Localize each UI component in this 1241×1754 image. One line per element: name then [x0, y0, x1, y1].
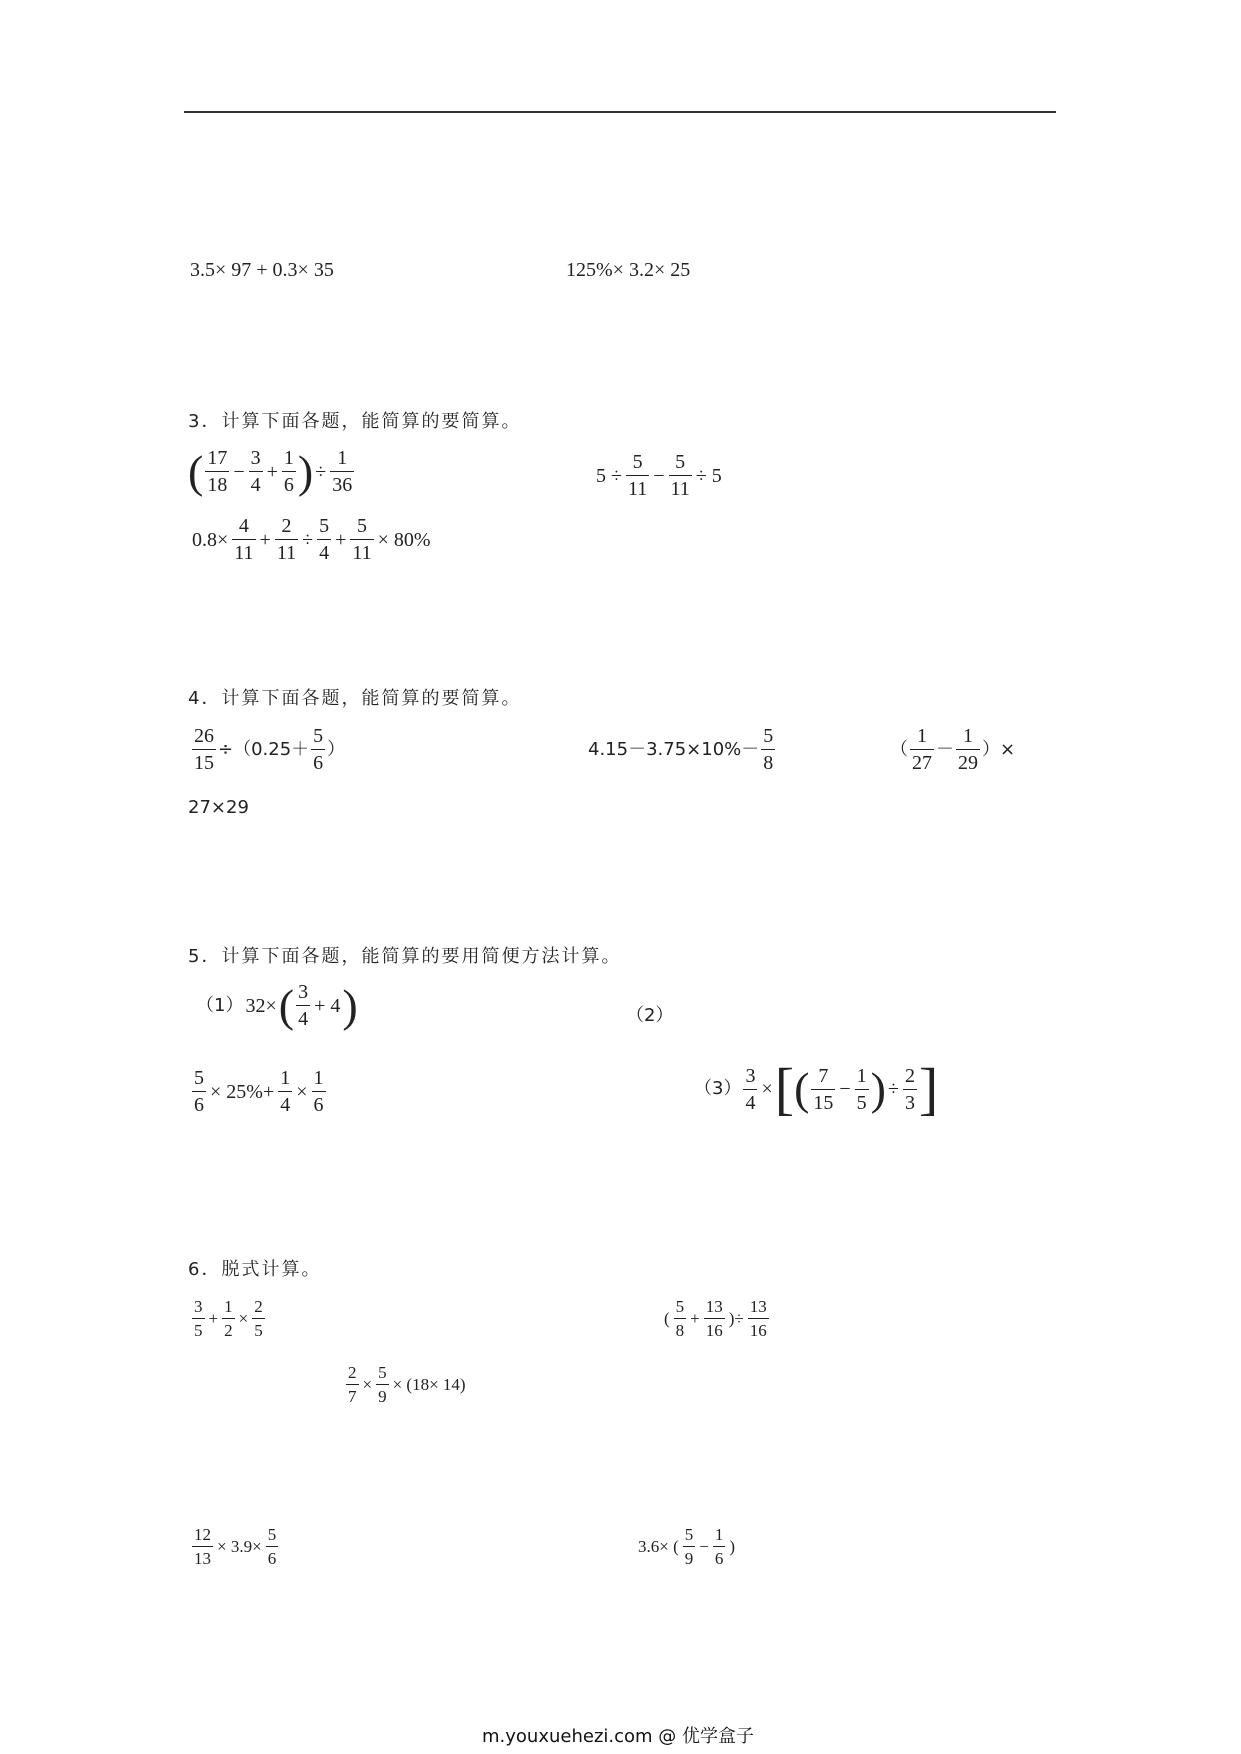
- fraction: [192, 1298, 205, 1339]
- operator: ÷: [302, 528, 314, 551]
- paren-left: (: [278, 979, 295, 1031]
- q6-expr-4: [190, 1526, 280, 1567]
- fraction: [683, 1526, 696, 1567]
- q3-heading: 3．计算下面各题，能简算的要简算。: [188, 411, 522, 432]
- q6-expr-2: [662, 1298, 771, 1339]
- fraction: [669, 452, 692, 499]
- fraction: [192, 1068, 206, 1115]
- q4-expr-1: [190, 726, 345, 773]
- item-label: （3）: [694, 1078, 742, 1099]
- numerator: 1: [714, 1525, 724, 1544]
- fraction: [252, 1298, 265, 1339]
- numerator: 17: [207, 447, 228, 469]
- expr-text: ÷ 5: [695, 464, 722, 487]
- operator: ×: [362, 1375, 373, 1394]
- denominator: 5: [192, 1318, 205, 1339]
- q5-heading: 5．计算下面各题，能简算的要用简便方法计算。: [188, 946, 622, 967]
- operator: +: [208, 1309, 219, 1328]
- denominator: 4: [296, 1005, 310, 1029]
- numerator: 5: [675, 1297, 685, 1316]
- denominator: 11: [669, 475, 692, 499]
- paren-right: ): [342, 979, 358, 1031]
- denominator: 8: [761, 749, 775, 773]
- denominator: 18: [205, 471, 229, 495]
- fraction: [275, 516, 298, 563]
- fraction: [761, 726, 775, 773]
- denominator: 27: [910, 749, 934, 773]
- bracket-left: [: [774, 1056, 795, 1121]
- denominator: 5: [855, 1089, 869, 1113]
- numerator: 5: [194, 1067, 204, 1089]
- denominator: 11: [275, 539, 298, 563]
- q5-expr-3: [694, 1056, 939, 1121]
- fraction: [811, 1066, 835, 1113]
- numerator: 5: [319, 515, 330, 537]
- fraction: [222, 1298, 235, 1339]
- header-rule: [184, 111, 1056, 113]
- expr-text: 4.15－3.75×10%－: [588, 738, 760, 760]
- denominator: 2: [222, 1318, 235, 1339]
- q5-expr-2: [190, 1068, 328, 1115]
- numerator: 1: [337, 447, 348, 469]
- operator: ×: [296, 1080, 308, 1103]
- q6-expr-3: [344, 1364, 468, 1405]
- numerator: 5: [267, 1525, 277, 1544]
- paren-right: ): [297, 445, 314, 497]
- fraction: [903, 1066, 917, 1113]
- item-label: （1）: [196, 994, 244, 1016]
- fraction: [626, 452, 649, 499]
- numerator: 5: [313, 725, 324, 747]
- denominator: 6: [311, 749, 325, 773]
- numerator: 2: [348, 1363, 357, 1382]
- expr-text: ÷（0.25＋: [218, 738, 310, 760]
- numerator: 12: [194, 1525, 211, 1544]
- numerator: 2: [254, 1297, 263, 1316]
- paren-right: ): [729, 1537, 736, 1556]
- denominator: 13: [192, 1546, 213, 1567]
- expr-text: × 25%+: [210, 1080, 275, 1103]
- numerator: 5: [378, 1363, 387, 1382]
- numerator: 7: [818, 1064, 829, 1087]
- denominator: 11: [350, 539, 373, 563]
- fraction: [312, 1068, 326, 1115]
- expr-text: 5 ÷: [596, 464, 622, 487]
- numerator: 3: [194, 1297, 203, 1316]
- operator: +: [259, 528, 271, 551]
- operator: +: [690, 1309, 700, 1328]
- expr-text: + 4: [314, 994, 341, 1017]
- q3-expr-2: [594, 452, 724, 499]
- operator: −: [839, 1078, 851, 1100]
- numerator: 5: [763, 725, 774, 747]
- denominator: 16: [704, 1318, 725, 1339]
- fraction: [232, 516, 255, 563]
- operator: −: [699, 1537, 709, 1556]
- fraction: [956, 726, 980, 773]
- numerator: 5: [684, 1525, 694, 1544]
- numerator: 5: [356, 515, 367, 537]
- numerator: 1: [313, 1067, 324, 1089]
- fraction: [743, 1066, 757, 1113]
- denominator: 5: [252, 1318, 265, 1339]
- paren-right: )÷: [728, 1309, 744, 1328]
- numerator: 13: [749, 1297, 767, 1316]
- fraction: [278, 1068, 292, 1115]
- expr-top-b: [566, 260, 690, 280]
- denominator: 6: [713, 1546, 726, 1567]
- fraction: [748, 1298, 769, 1339]
- fraction: [376, 1364, 389, 1405]
- expr-text: 32×: [245, 994, 277, 1017]
- q4-expr-3: [890, 726, 1015, 773]
- fraction: [192, 1526, 213, 1567]
- paren-right: ): [870, 1063, 886, 1114]
- expr-top-a: [190, 260, 334, 280]
- q5-expr-1: [196, 979, 358, 1031]
- fraction: [317, 516, 331, 563]
- denominator: 9: [683, 1546, 696, 1567]
- numerator: 5: [632, 451, 643, 473]
- bracket-right: ]: [918, 1056, 939, 1121]
- denominator: 11: [232, 539, 255, 563]
- fraction: [674, 1298, 687, 1339]
- expr-text: 125%× 3.2× 25: [566, 259, 691, 281]
- denominator: 15: [811, 1089, 835, 1113]
- denominator: 4: [249, 471, 263, 495]
- paren-left: (: [664, 1309, 670, 1328]
- q5-label-2: （2）: [626, 1005, 674, 1026]
- q6-expr-5: [636, 1526, 737, 1567]
- expr-text: ）: [327, 738, 346, 760]
- denominator: 8: [674, 1318, 687, 1339]
- operator: ÷: [315, 460, 327, 483]
- fraction: [704, 1298, 725, 1339]
- denominator: 6: [192, 1091, 206, 1115]
- denominator: 36: [330, 471, 354, 495]
- paren-right: ）×: [982, 738, 1016, 760]
- numerator: 4: [238, 515, 249, 537]
- fraction: [296, 982, 310, 1029]
- denominator: 9: [376, 1384, 389, 1405]
- numerator: 3: [298, 981, 309, 1003]
- operator: −: [653, 464, 665, 487]
- denominator: 6: [312, 1091, 326, 1115]
- numerator: 1: [917, 725, 927, 747]
- denominator: 3: [903, 1089, 917, 1113]
- fraction: [346, 1364, 359, 1405]
- denominator: 29: [956, 749, 980, 773]
- fraction: [249, 448, 263, 495]
- expr-text: × (18× 14): [392, 1375, 466, 1394]
- expr-text: × 80%: [377, 528, 431, 551]
- denominator: 4: [278, 1091, 292, 1115]
- operator: ×: [761, 1078, 773, 1100]
- fraction: [350, 516, 373, 563]
- numerator: 5: [675, 451, 686, 473]
- q3-expr-1: [188, 445, 356, 497]
- footer-watermark: m.youxuehezi.com @ 优学盒子: [482, 1726, 755, 1747]
- operator: +: [335, 528, 347, 551]
- q6-expr-1: [190, 1298, 267, 1339]
- fraction: [282, 448, 296, 495]
- expr-text: 3.5× 97 + 0.3× 35: [190, 259, 334, 281]
- operator: －: [936, 738, 954, 760]
- numerator: 1: [280, 1067, 291, 1089]
- fraction: [713, 1526, 726, 1567]
- denominator: 4: [317, 539, 331, 563]
- expr-text: 0.8×: [192, 528, 229, 551]
- numerator: 3: [250, 447, 261, 469]
- numerator: 26: [194, 725, 214, 747]
- denominator: 15: [192, 749, 216, 773]
- expr-text: × 3.9×: [217, 1537, 262, 1556]
- expr-text: 3.6× (: [638, 1537, 679, 1556]
- numerator: 1: [963, 725, 973, 747]
- q3-expr-3: [190, 516, 433, 563]
- operator: ÷: [888, 1078, 899, 1100]
- numerator: 2: [281, 515, 292, 537]
- q4-expr-3-continued: 27×29: [188, 797, 249, 818]
- numerator: 1: [283, 447, 294, 469]
- fraction: [311, 726, 325, 773]
- operator: +: [266, 460, 278, 483]
- operator: ×: [238, 1309, 249, 1328]
- fraction: [910, 726, 934, 773]
- fraction: [330, 448, 354, 495]
- q6-heading: 6．脱式计算。: [188, 1259, 322, 1280]
- q4-heading: 4．计算下面各题，能简算的要简算。: [188, 688, 522, 709]
- q4-expr-2: [588, 726, 777, 773]
- fraction: [192, 726, 216, 773]
- paren-left: （: [890, 738, 908, 760]
- numerator: 1: [224, 1297, 233, 1316]
- numerator: 3: [745, 1064, 756, 1087]
- paren-left: (: [188, 445, 204, 497]
- denominator: 4: [743, 1089, 757, 1113]
- fraction: [205, 448, 229, 495]
- fraction: [266, 1526, 279, 1567]
- denominator: 7: [346, 1384, 359, 1405]
- denominator: 11: [626, 475, 649, 499]
- numerator: 1: [856, 1064, 867, 1087]
- paren-left: (: [794, 1063, 810, 1114]
- operator: −: [233, 460, 245, 483]
- denominator: 6: [266, 1546, 279, 1567]
- numerator: 13: [705, 1297, 723, 1316]
- fraction: [855, 1066, 869, 1113]
- numerator: 2: [904, 1064, 915, 1087]
- denominator: 6: [282, 471, 296, 495]
- denominator: 16: [748, 1318, 769, 1339]
